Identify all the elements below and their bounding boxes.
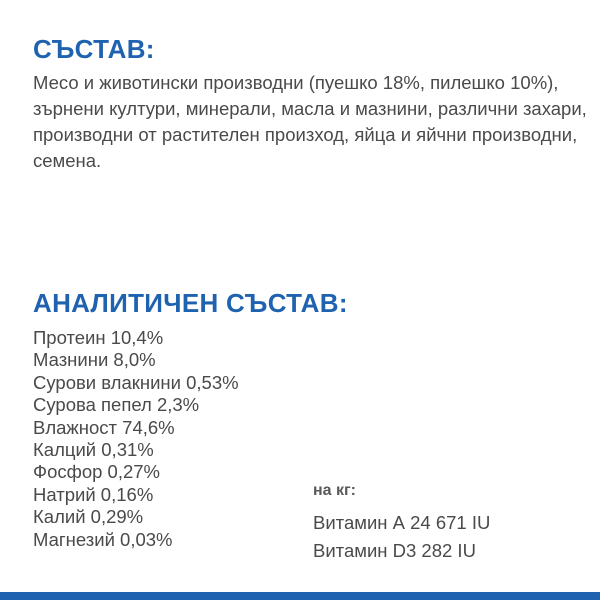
analytical-composition-list [33, 327, 239, 551]
analysis-item-magnesium: Магнезий 0,03% [33, 528, 173, 550]
bottom-color-band [0, 592, 600, 600]
analysis-item-fat: Мазнини 8,0% [33, 349, 156, 371]
analysis-item-protein: Протеин 10,4% [33, 327, 164, 348]
analysis-item-crude-ash: Сурова пепел 2,3% [33, 394, 200, 416]
analysis-item-calcium: Калций 0,31% [33, 439, 154, 461]
analysis-item-crude-fibre: Сурови влакнини 0,53% [33, 371, 239, 393]
analysis-item-moisture: Влажност 74,6% [33, 416, 175, 438]
analysis-item-phosphorus: Фосфор 0,27% [33, 461, 160, 483]
per-kg-label: на кг: [313, 482, 357, 499]
ingredients-heading: СЪСТАВ: [33, 34, 155, 64]
analytical-composition-heading: АНАЛИТИЧЕН СЪСТАВ: [33, 288, 348, 318]
analysis-item-sodium: Натрий 0,16% [33, 483, 154, 505]
ingredients-text: Месо и животински производни (пуешко 18%, пилешко 10%), зърнени култури, минерали, масла и мазнини, различни захари, производни от растителен произход, яйца и яйчни производни, семена. [33, 72, 587, 171]
additives-list [313, 509, 490, 565]
analysis-item-potassium: Калий 0,29% [33, 506, 144, 528]
additive-item-vitamin-d3: Витамин D3 282 IU [313, 540, 476, 561]
additive-item-vitamin-a: Витамин А 24 671 IU [313, 512, 491, 533]
